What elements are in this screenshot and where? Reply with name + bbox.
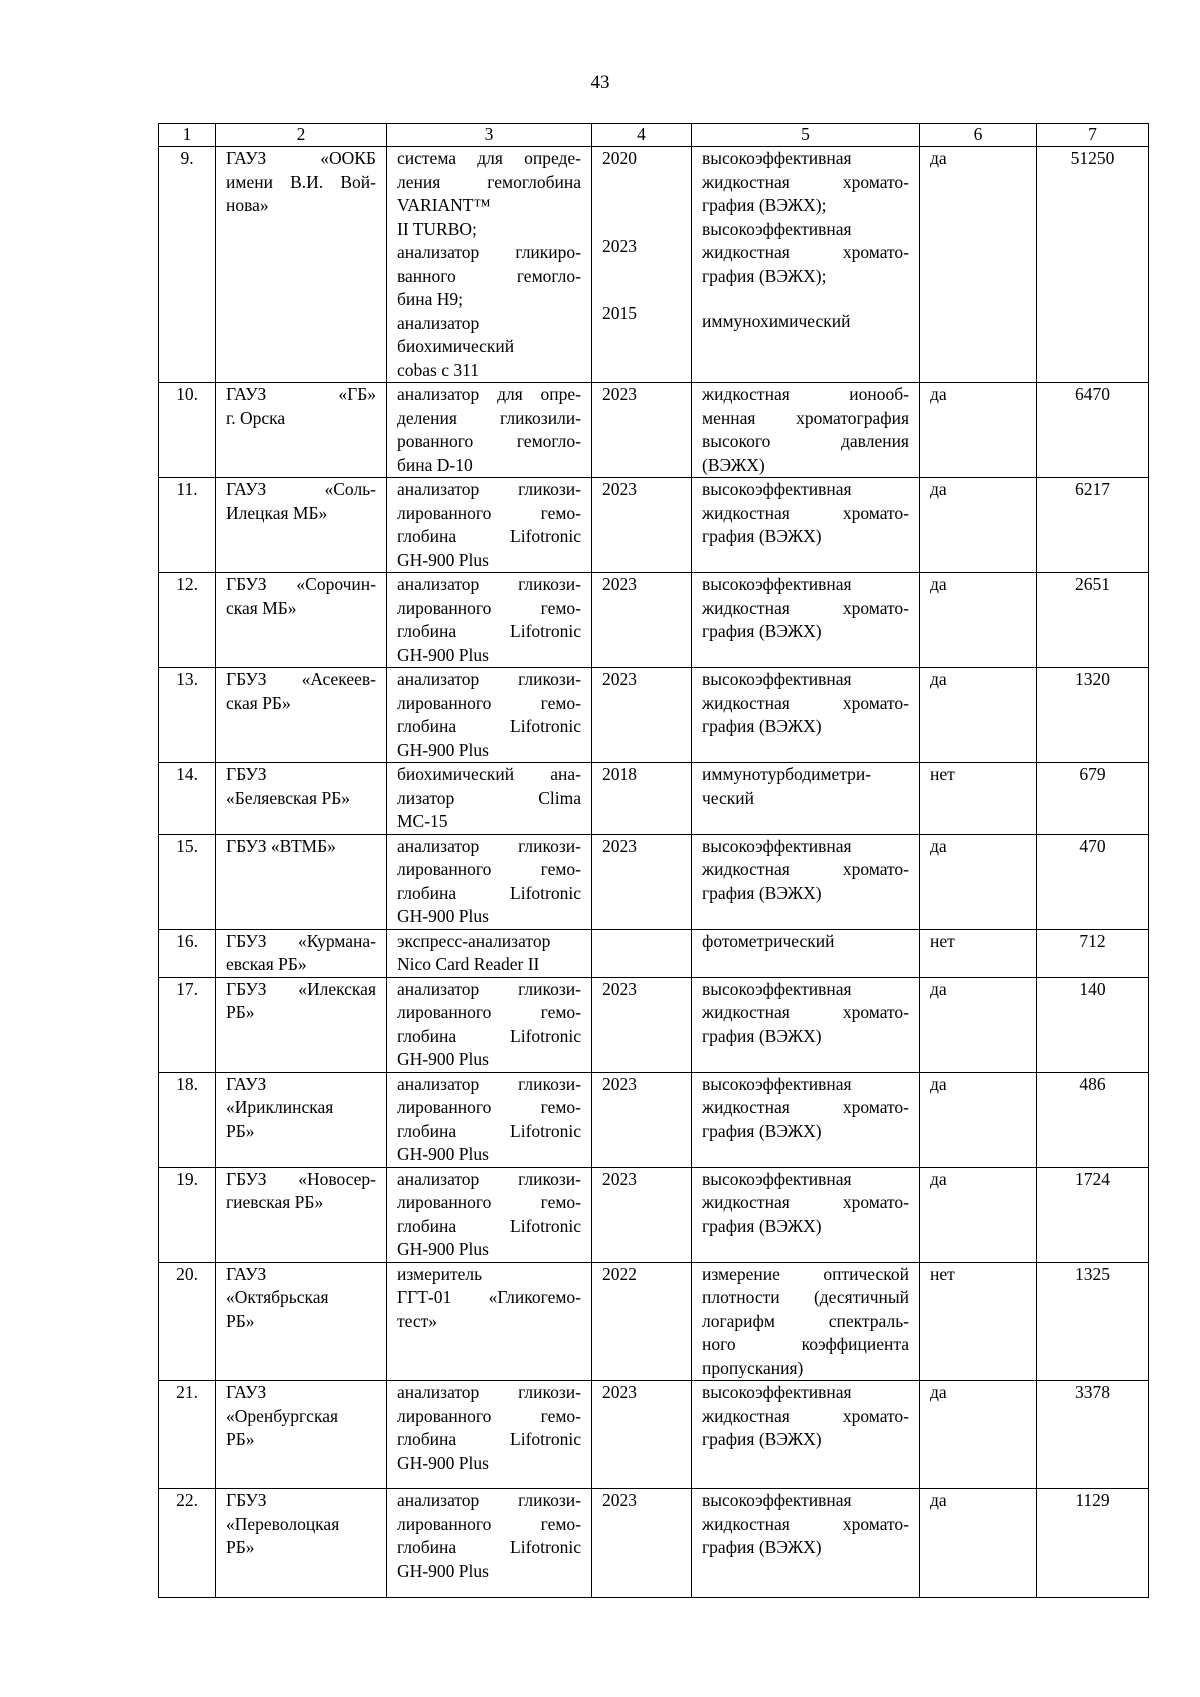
table-row (159, 147, 1149, 383)
table-row (159, 383, 1149, 478)
flag-cell: да (920, 834, 1037, 929)
method-line: жидкостная хромато- (702, 502, 909, 523)
year-cell (592, 1489, 692, 1598)
method-line: жидкостная хромато- (702, 1002, 909, 1022)
organization-line: имени В.И. Вой- (226, 171, 376, 192)
equipment-line: глобина Lifotronic (397, 1025, 581, 1046)
organization-line: ГАУЗ (226, 1382, 267, 1402)
count-cell: 6470 (1037, 383, 1149, 478)
count-cell: 679 (1037, 763, 1149, 835)
organization-cell (216, 1072, 387, 1167)
equipment-line: лированного гемо- (397, 1097, 581, 1117)
method-line: высокоэффективная (702, 669, 852, 689)
row-number: 22. (159, 1489, 216, 1598)
organization-cell (216, 668, 387, 763)
year-cell (592, 383, 692, 478)
column-header: 1 (159, 124, 216, 147)
year-cell (592, 147, 692, 383)
count-cell: 1724 (1037, 1167, 1149, 1262)
column-header: 7 (1037, 124, 1149, 147)
organization-line: ГАУЗ «Соль- (226, 479, 376, 499)
method-line: жидкостная хромато- (702, 692, 909, 713)
organization-line: ская РБ» (226, 692, 291, 713)
method-line: фотометрический (702, 930, 835, 951)
method-line: графия (ВЭЖХ) (702, 621, 822, 641)
method-cell (692, 383, 920, 478)
equipment-line: глобина Lifotronic (397, 716, 581, 736)
flag-cell: да (920, 668, 1037, 763)
organization-line: Илецкая МБ» (226, 502, 328, 523)
count-cell: 6217 (1037, 478, 1149, 573)
equipment-line: анализатор гликози- (397, 1168, 581, 1189)
equipment-line: GH-900 Plus (397, 1239, 489, 1259)
flag-cell: да (920, 478, 1037, 573)
equipment-line: GH-900 Plus (397, 906, 489, 926)
equipment-line: GH-900 Plus (397, 739, 489, 760)
method-line: жидкостная хромато- (702, 1405, 909, 1426)
equipment-line: MC-15 (397, 811, 448, 831)
flag-cell: да (920, 1489, 1037, 1598)
equipment-line: анализатор гликози- (397, 1382, 581, 1402)
method-line: высокого давления (702, 431, 909, 451)
organization-cell (216, 977, 387, 1072)
equipment-line: биохимический (397, 336, 515, 356)
equipment-cell (387, 383, 592, 478)
flag-cell: нет (920, 929, 1037, 977)
method-line: жидкостная хромато- (702, 1192, 909, 1212)
equipment-cell (387, 763, 592, 835)
equipment-line: лизатор Clima (397, 787, 581, 808)
flag-cell: нет (920, 763, 1037, 835)
row-number: 15. (159, 834, 216, 929)
method-line: менная хроматография (702, 407, 909, 428)
equipment-cell (387, 1262, 592, 1381)
organization-line: «Переволоцкая (226, 1513, 340, 1534)
equipment-line: лированного гемо- (397, 1513, 581, 1534)
equipment-line: анализатор (397, 312, 480, 333)
equipment-line: глобина Lifotronic (397, 526, 581, 546)
organization-line: РБ» (226, 1002, 255, 1022)
equipment-line: GH-900 Plus (397, 1560, 489, 1581)
organization-line: «Ириклинская (226, 1097, 334, 1117)
equipment-line: глобина Lifotronic (397, 1215, 581, 1236)
equipment-cell (387, 1072, 592, 1167)
organization-line: ГАУЗ (226, 1263, 267, 1284)
count-cell: 140 (1037, 977, 1149, 1072)
table-row (159, 929, 1149, 977)
equipment-cell (387, 977, 592, 1072)
organization-line: ГБУЗ «ВТМБ» (226, 835, 336, 856)
organization-cell (216, 478, 387, 573)
equipment-line: глобина Lifotronic (397, 882, 581, 903)
organization-line: РБ» (226, 1537, 255, 1557)
method-cell (692, 1489, 920, 1598)
year-line: 2023 (602, 1168, 637, 1189)
organization-line: «Октябрьская (226, 1287, 329, 1307)
method-line: графия (ВЭЖХ) (702, 1429, 822, 1449)
method-line: графия (ВЭЖХ) (702, 716, 822, 736)
organization-line: ГБУЗ «Новосер- (226, 1168, 376, 1189)
method-line: ного коэффициента (702, 1334, 909, 1354)
row-number: 21. (159, 1381, 216, 1489)
equipment-table (158, 123, 1149, 1598)
equipment-line: система для опреде- (397, 148, 581, 168)
method-line: ческий (702, 787, 755, 808)
flag-cell: да (920, 383, 1037, 478)
organization-line: евская РБ» (226, 954, 307, 974)
method-line: высокоэффективная (702, 1490, 852, 1510)
equipment-line: глобина Lifotronic (397, 1429, 581, 1449)
organization-line: ГБУЗ «Сорочин- (226, 574, 376, 594)
equipment-line: деления гликозили- (397, 407, 581, 428)
method-line: высокоэффективная (702, 835, 852, 856)
method-line: графия (ВЭЖХ) (702, 1537, 822, 1557)
organization-cell (216, 147, 387, 383)
row-number: 11. (159, 478, 216, 573)
method-line: высокоэффективная (702, 218, 852, 239)
row-number: 20. (159, 1262, 216, 1381)
method-line: жидкостная хромато- (702, 1097, 909, 1117)
method-line: высокоэффективная (702, 978, 852, 999)
year-cell (592, 478, 692, 573)
method-line: высокоэффективная (702, 479, 852, 499)
organization-line: г. Орска (226, 407, 286, 428)
equipment-line: лированного гемо- (397, 502, 581, 523)
equipment-line: II TURBO; (397, 218, 477, 239)
year-line (602, 280, 681, 302)
organization-cell (216, 929, 387, 977)
method-cell (692, 1262, 920, 1381)
equipment-line: рованного гемогло- (397, 431, 581, 451)
column-header: 3 (387, 124, 592, 147)
equipment-line: глобина Lifotronic (397, 1120, 581, 1141)
method-line: графия (ВЭЖХ); (702, 195, 827, 215)
method-line: высокоэффективная (702, 148, 852, 168)
equipment-line: глобина Lifotronic (397, 621, 581, 641)
organization-line: ГБУЗ (226, 764, 267, 784)
table-row (159, 1262, 1149, 1381)
count-cell: 3378 (1037, 1381, 1149, 1489)
method-line: иммунохимический (702, 310, 851, 331)
method-line: измерение оптической (702, 1263, 909, 1284)
equipment-cell (387, 147, 592, 383)
year-cell (592, 929, 692, 977)
year-line: 2023 (602, 1490, 637, 1510)
equipment-line: лированного гемо- (397, 692, 581, 713)
method-cell (692, 478, 920, 573)
year-line: 2023 (602, 978, 637, 999)
equipment-line: ванного гемогло- (397, 265, 581, 286)
equipment-cell (387, 478, 592, 573)
method-line: высокоэффективная (702, 1168, 852, 1189)
year-cell (592, 763, 692, 835)
method-line: графия (ВЭЖХ) (702, 526, 822, 546)
method-line: графия (ВЭЖХ) (702, 1025, 822, 1046)
method-cell (692, 1072, 920, 1167)
organization-line: ГБУЗ (226, 1490, 267, 1510)
equipment-line: GH-900 Plus (397, 549, 489, 570)
method-cell (692, 834, 920, 929)
organization-cell (216, 1381, 387, 1489)
equipment-line: анализатор гликози- (397, 835, 581, 856)
flag-cell: да (920, 1381, 1037, 1489)
equipment-line: анализатор гликози- (397, 479, 581, 499)
organization-cell (216, 1262, 387, 1381)
method-line: высокоэффективная (702, 1073, 852, 1094)
equipment-line: глобина Lifotronic (397, 1537, 581, 1557)
equipment-line: лированного гемо- (397, 597, 581, 618)
organization-cell (216, 834, 387, 929)
year-line: 2023 (602, 1382, 637, 1402)
column-header: 5 (692, 124, 920, 147)
method-line: (ВЭЖХ) (702, 454, 765, 475)
count-cell: 1320 (1037, 668, 1149, 763)
method-cell (692, 1167, 920, 1262)
method-cell (692, 573, 920, 668)
equipment-line: бина D-10 (397, 454, 473, 475)
equipment-line: анализатор гликози- (397, 978, 581, 999)
row-number: 10. (159, 383, 216, 478)
row-number: 12. (159, 573, 216, 668)
equipment-cell (387, 573, 592, 668)
method-line (702, 288, 909, 310)
year-cell (592, 1381, 692, 1489)
equipment-line: анализатор гликози- (397, 669, 581, 689)
organization-cell (216, 1167, 387, 1262)
year-cell (592, 573, 692, 668)
row-number: 9. (159, 147, 216, 383)
organization-line: «Оренбургская (226, 1405, 339, 1426)
equipment-line: лированного гемо- (397, 859, 581, 879)
organization-line: гиевская РБ» (226, 1192, 324, 1212)
equipment-line: экспресс-анализатор (397, 930, 551, 951)
method-line: графия (ВЭЖХ) (702, 1120, 822, 1141)
equipment-line: бина H9; (397, 289, 464, 309)
organization-line: РБ» (226, 1310, 255, 1331)
method-line: графия (ВЭЖХ); (702, 265, 827, 286)
row-number: 13. (159, 668, 216, 763)
organization-line: РБ» (226, 1120, 255, 1141)
year-cell (592, 1167, 692, 1262)
flag-cell: да (920, 977, 1037, 1072)
year-line: 2023 (602, 236, 637, 256)
year-line: 2023 (602, 835, 637, 856)
method-line: графия (ВЭЖХ) (702, 1215, 822, 1236)
count-cell: 486 (1037, 1072, 1149, 1167)
organization-line: «Беляевская РБ» (226, 787, 351, 808)
table-row (159, 1072, 1149, 1167)
organization-line: ская МБ» (226, 597, 297, 618)
equipment-line: ления гемоглобина (397, 171, 581, 192)
year-line: 2020 (602, 148, 637, 168)
column-header: 2 (216, 124, 387, 147)
equipment-line: лированного гемо- (397, 1002, 581, 1022)
flag-cell: да (920, 1072, 1037, 1167)
equipment-line: VARIANT™ (397, 195, 491, 215)
equipment-cell (387, 1167, 592, 1262)
count-cell: 712 (1037, 929, 1149, 977)
equipment-cell (387, 834, 592, 929)
header-row (159, 124, 1149, 147)
year-line (602, 192, 681, 214)
organization-line: ГАУЗ «ООКБ (226, 148, 376, 168)
equipment-line: анализатор для опре- (397, 384, 581, 404)
row-number: 14. (159, 763, 216, 835)
equipment-line: лированного гемо- (397, 1405, 581, 1426)
table-row (159, 1489, 1149, 1598)
equipment-cell (387, 1381, 592, 1489)
method-line: логарифм спектраль- (702, 1310, 909, 1331)
organization-line: ГАУЗ «ГБ» (226, 384, 376, 404)
table-row (159, 478, 1149, 573)
method-cell (692, 763, 920, 835)
method-line: высокоэффективная (702, 1382, 852, 1402)
year-line (602, 171, 681, 193)
equipment-line: биохимический ана- (397, 764, 581, 784)
count-cell: 1325 (1037, 1262, 1149, 1381)
year-line (602, 259, 681, 281)
year-cell (592, 977, 692, 1072)
year-line: 2015 (602, 302, 637, 323)
year-line: 2023 (602, 574, 637, 594)
equipment-line: анализатор гликиро- (397, 242, 581, 262)
table-row (159, 668, 1149, 763)
flag-cell: да (920, 573, 1037, 668)
year-line: 2018 (602, 764, 637, 784)
year-line (602, 214, 681, 236)
year-cell (592, 834, 692, 929)
method-line: иммунотурбодиметри- (702, 764, 872, 784)
method-cell (692, 147, 920, 383)
method-cell (692, 929, 920, 977)
table-row (159, 1167, 1149, 1262)
organization-cell (216, 763, 387, 835)
count-cell: 51250 (1037, 147, 1149, 383)
method-line: плотности (десятичный (702, 1287, 909, 1307)
method-cell (692, 668, 920, 763)
method-line: жидкостная хромато- (702, 1513, 909, 1534)
method-line: жидкостная хромато- (702, 859, 909, 879)
equipment-line: GH-900 Plus (397, 1144, 489, 1164)
row-number: 16. (159, 929, 216, 977)
organization-cell (216, 573, 387, 668)
organization-line: нова» (226, 195, 269, 215)
method-line: графия (ВЭЖХ) (702, 882, 822, 903)
equipment-cell (387, 1489, 592, 1598)
method-line: жидкостная хромато- (702, 171, 909, 192)
method-line: высокоэффективная (702, 574, 852, 594)
method-line: жидкостная ионооб- (702, 384, 909, 404)
year-line: 2023 (602, 1073, 637, 1094)
organization-line: ГБУЗ «Илекская (226, 978, 376, 999)
count-cell: 470 (1037, 834, 1149, 929)
organization-line: ГБУЗ «Асекеев- (226, 669, 376, 689)
row-number: 19. (159, 1167, 216, 1262)
year-line (602, 930, 681, 952)
equipment-cell (387, 929, 592, 977)
equipment-line: тест» (397, 1310, 438, 1331)
year-line: 2023 (602, 669, 637, 689)
equipment-line: GH-900 Plus (397, 644, 489, 665)
equipment-line: Nico Card Reader II (397, 954, 540, 974)
page-number: 43 (590, 72, 610, 93)
equipment-cell (387, 668, 592, 763)
organization-line: ГБУЗ «Курмана- (226, 930, 376, 951)
table-row (159, 977, 1149, 1072)
count-cell: 1129 (1037, 1489, 1149, 1598)
equipment-line: cobas c 311 (397, 359, 479, 380)
organization-line: ГАУЗ (226, 1073, 267, 1094)
flag-cell: нет (920, 1262, 1037, 1381)
table-row (159, 834, 1149, 929)
method-cell (692, 1381, 920, 1489)
equipment-line: анализатор гликози- (397, 1073, 581, 1094)
year-cell (592, 1072, 692, 1167)
year-line: 2023 (602, 384, 637, 404)
equipment-line: анализатор гликози- (397, 1490, 581, 1510)
table-row (159, 763, 1149, 835)
year-cell (592, 1262, 692, 1381)
equipment-line: GH-900 Plus (397, 1049, 489, 1069)
organization-cell (216, 383, 387, 478)
method-cell (692, 977, 920, 1072)
year-line: 2022 (602, 1263, 637, 1284)
equipment-line: измеритель (397, 1263, 483, 1284)
equipment-line: лированного гемо- (397, 1192, 581, 1212)
count-cell: 2651 (1037, 573, 1149, 668)
equipment-line: ГГТ-01 «Гликогемо- (397, 1287, 581, 1307)
method-line: пропускания) (702, 1357, 804, 1378)
row-number: 17. (159, 977, 216, 1072)
year-line: 2023 (602, 479, 637, 499)
equipment-line: анализатор гликози- (397, 574, 581, 594)
organization-line: РБ» (226, 1429, 255, 1449)
method-line: жидкостная хромато- (702, 242, 909, 262)
flag-cell: да (920, 1167, 1037, 1262)
table-row (159, 573, 1149, 668)
flag-cell: да (920, 147, 1037, 383)
row-number: 18. (159, 1072, 216, 1167)
method-line: жидкостная хромато- (702, 597, 909, 618)
year-cell (592, 668, 692, 763)
table-row (159, 1381, 1149, 1489)
column-header: 4 (592, 124, 692, 147)
column-header: 6 (920, 124, 1037, 147)
equipment-line: GH-900 Plus (397, 1452, 489, 1473)
organization-cell (216, 1489, 387, 1598)
